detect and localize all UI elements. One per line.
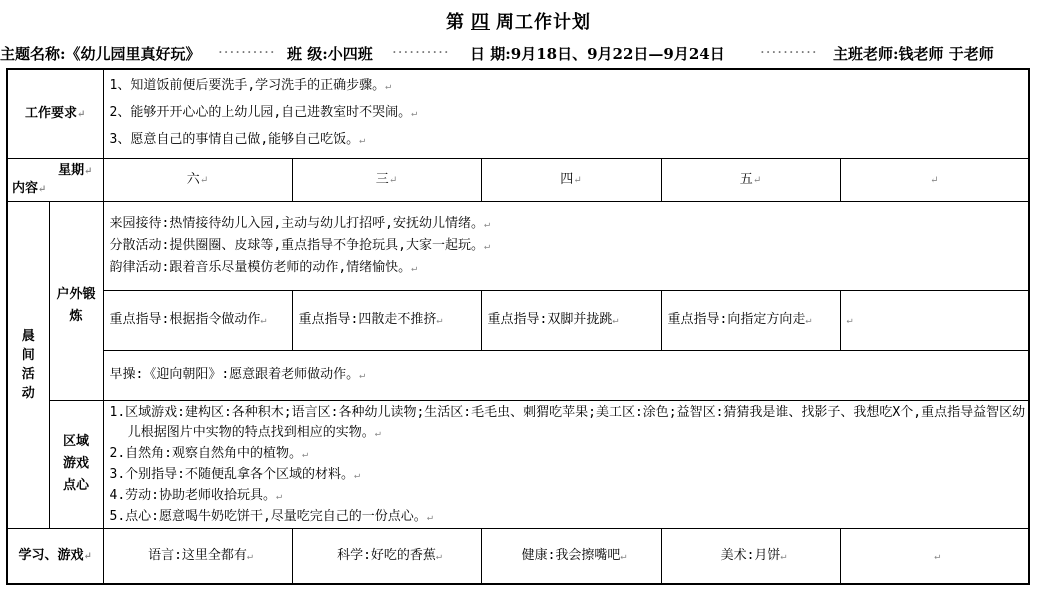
requirements-row <box>7 69 1029 158</box>
outdoor-label: 户外锻炼 <box>56 286 96 324</box>
paragraph-mark: ↵ <box>359 135 366 147</box>
paragraph-mark: ↵ <box>199 174 209 186</box>
outdoor-label-cell <box>49 201 103 400</box>
page-title <box>0 8 1037 34</box>
label-char: 动 <box>21 385 35 401</box>
plan-meta <box>0 43 1037 65</box>
paragraph-mark: ↵ <box>435 550 442 562</box>
outdoor-line: 分散活动:提供圈圈、皮球等,重点指导不争抢玩具,大家一起玩。↵ <box>109 237 491 253</box>
study-cell: 语言:这里全都有↵ <box>103 528 292 584</box>
requirements-content <box>103 69 1029 158</box>
label-char: 活 <box>21 366 35 382</box>
paragraph-mark: ↵ <box>426 511 433 523</box>
area-line: 2.自然角:观察自然角中的植物。↵ <box>109 445 309 461</box>
label-char: 晨 <box>21 328 35 344</box>
week-number: 四 <box>471 12 490 33</box>
day-header: 四↵ <box>481 158 661 201</box>
paragraph-mark: ↵ <box>301 448 309 460</box>
day-header: 五↵ <box>661 158 840 201</box>
focus-cell: 重点指导:根据指令做动作↵ <box>103 290 292 350</box>
title-prefix: 第 <box>446 12 465 33</box>
requirement-item: 2、能够开开心心的上幼儿园,自己进教室时不哭闹。↵ <box>109 105 418 121</box>
focus-cell: 重点指导:双脚并拢跳↵ <box>481 290 661 350</box>
teachers: 主班老师:钱老师 于老师 <box>833 45 994 63</box>
outdoor-content <box>103 201 1029 290</box>
date-range: 日 期:9月18日、9月22日—9月24日 <box>470 45 725 63</box>
paragraph-mark: ↵ <box>353 469 361 481</box>
focus-cell: 重点指导:向指定方向走↵ <box>661 290 840 350</box>
area-label-line: 点心 <box>62 478 89 493</box>
study-cell: 健康:我会擦嘴吧↵ <box>481 528 661 584</box>
requirements-label-cell <box>7 69 103 158</box>
area-label-cell <box>49 400 103 528</box>
paragraph-mark: ↵ <box>77 108 86 120</box>
area-line: 4.劳动:协助老师收拾玩具。↵ <box>109 487 283 503</box>
separator-dots: ·········· <box>392 43 450 61</box>
paragraph-mark: ↵ <box>411 262 418 274</box>
paragraph-mark: ↵ <box>38 183 47 195</box>
paragraph-mark: ↵ <box>388 174 398 186</box>
weekday-header-row <box>7 158 1029 201</box>
study-cell <box>840 528 1029 584</box>
day-header: 三↵ <box>292 158 481 201</box>
title-suffix: 周工作计划 <box>496 12 591 33</box>
morning-activity-label <box>7 201 49 528</box>
area-line: 1.区域游戏:建构区:各种积木;语言区:各种幼儿读物;生活区:毛毛虫、刺猬吃苹果;美工区:涂色;益智区:猜猜我是谁、找影子、我想吃X个,重点指导益智区幼儿根据图片中实物的特点找到相应的实物。↵ <box>109 404 1026 440</box>
exercise-row <box>7 350 1029 400</box>
paragraph-mark: ↵ <box>275 490 283 502</box>
outdoor-line: 韵律活动:跟着音乐尽量模仿老师的动作,情绪愉快。↵ <box>109 259 418 275</box>
paragraph-mark: ↵ <box>374 427 381 439</box>
day-header <box>840 158 1029 201</box>
study-cell: 美术:月饼↵ <box>661 528 840 584</box>
paragraph-mark: ↵ <box>385 81 392 93</box>
content-label: 内容↵ <box>12 180 47 196</box>
focus-cell: 重点指导:四散走不推挤↵ <box>292 290 481 350</box>
paragraph-mark: ↵ <box>780 550 787 562</box>
day-header: 六↵ <box>103 158 292 201</box>
focus-cell <box>840 290 1029 350</box>
outdoor-row <box>7 201 1029 290</box>
study-row <box>7 528 1029 584</box>
paragraph-mark: ↵ <box>411 108 418 120</box>
separator-dots: ·········· <box>760 43 818 61</box>
weekday-label: 星期↵ <box>58 162 93 178</box>
area-line: 3.个别指导:不随便乱拿各个区域的材料。↵ <box>109 466 361 482</box>
paragraph-mark: ↵ <box>436 315 443 326</box>
label-char: 间 <box>21 347 35 363</box>
weekday-content-cell <box>7 158 103 201</box>
paragraph-mark: ↵ <box>483 218 491 230</box>
requirement-item: 3、愿意自己的事情自己做,能够自己吃饭。↵ <box>109 132 366 148</box>
paragraph-mark: ↵ <box>260 315 267 326</box>
paragraph-mark: ↵ <box>612 315 619 326</box>
requirement-item: 1、知道饭前便后要洗手,学习洗手的正确步骤。↵ <box>109 78 392 94</box>
requirements-label: 工作要求↵ <box>25 105 86 121</box>
area-label-line: 游戏 <box>62 456 89 471</box>
area-row <box>7 400 1029 528</box>
area-line: 5.点心:愿意喝牛奶吃饼干,尽量吃完自己的一份点心。↵ <box>109 508 433 524</box>
paragraph-mark: ↵ <box>620 550 627 562</box>
study-label-cell <box>7 528 103 584</box>
paragraph-mark: ↵ <box>246 550 253 562</box>
paragraph-mark: ↵ <box>359 370 366 381</box>
paragraph-mark: ↵ <box>573 174 582 186</box>
paragraph-mark: ↵ <box>752 174 762 186</box>
paragraph-mark: ↵ <box>846 315 853 326</box>
paragraph-mark: ↵ <box>83 550 92 562</box>
paragraph-mark: ↵ <box>483 240 491 252</box>
paragraph-mark: ↵ <box>934 550 941 562</box>
focus-row <box>7 290 1029 350</box>
study-cell: 科学:好吃的香蕉↵ <box>292 528 481 584</box>
class-name: 班 级:小四班 <box>287 45 373 63</box>
outdoor-line: 来园接待:热情接待幼儿入园,主动与幼儿打招呼,安抚幼儿情绪。↵ <box>109 215 491 231</box>
area-content <box>103 400 1029 528</box>
weekly-plan-table <box>6 68 1030 585</box>
area-label-line: 区域 <box>62 434 89 449</box>
paragraph-mark: ↵ <box>930 174 939 186</box>
theme-name: 主题名称:《幼儿园里真好玩》 <box>0 45 201 63</box>
paragraph-mark: ↵ <box>84 165 93 177</box>
separator-dots: ·········· <box>218 43 276 61</box>
exercise-cell: 早操:《迎向朝阳》:愿意跟着老师做动作。↵ <box>103 350 1029 400</box>
study-label: 学习、游戏↵ <box>18 547 92 563</box>
paragraph-mark: ↵ <box>805 315 812 326</box>
